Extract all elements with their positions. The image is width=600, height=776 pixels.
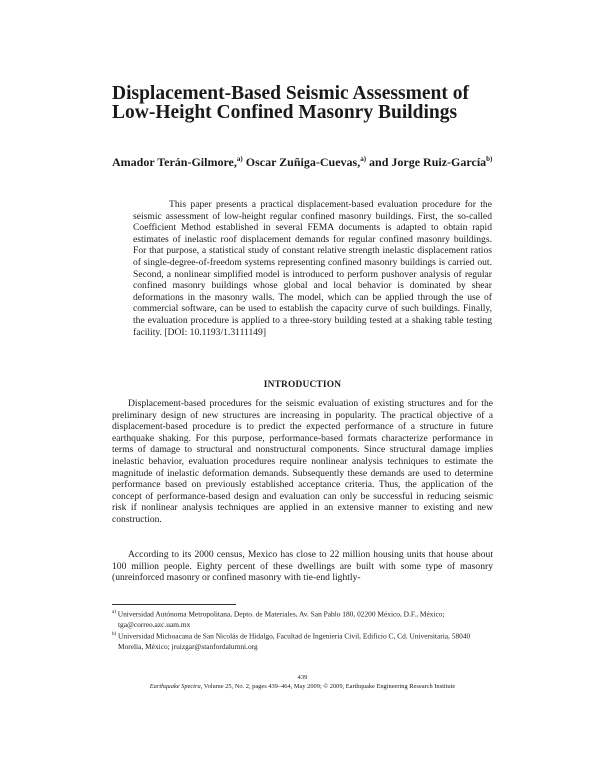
footnote-divider [112, 604, 236, 605]
body-paragraph: According to its 2000 census, Mexico has close to 22 million housing units that house about 100 million people. Eighty percent of these dwellings are built with some type of masonry (unreinforced masonry or confined masonry with tie-end lightly- [112, 549, 493, 584]
body-paragraph: Displacement-based procedures for the seismic evaluation of existing structures and for the preliminary design of new structures are increasing in popularity. The practical objective of a displacement-based procedure is to predict the expected performance of a structure in future earthquake shaking. For this purpose, performance-based formats characterize performance in terms of damage to structural and nonstructural components. Since structural damage implies inelastic behavior, evaluation procedures require nonlinear analysis techniques to estimate the magnitude of inelastic deformation demands. Subsequently these demands are used to determine performance based on previously established acceptance criteria. Thus, the application of the concept of performance-based design and evaluation can only be successful in reducing seismic risk if nonlinear analysis techniques are applied in an extensive manner to existing and new construction. [112, 398, 493, 525]
author-list [112, 155, 532, 170]
footnote-text: Universidad Autónoma Metropolitana, Depto. de Materiales, Av. San Pablo 180, 02200 México, D.F., México; tga@correo.azc.uam.mx [117, 609, 445, 629]
author-affiliation-mark: b) [486, 155, 493, 163]
citation-details: Volume 25, No. 2, pages 439–464, May 2009; © 2009, Earthquake Engineering Research Institute [203, 683, 456, 690]
author-name: and Jorge Ruiz-García [369, 155, 487, 169]
page-number: 439 [297, 674, 308, 681]
author-affiliation-mark: a) [360, 155, 367, 163]
footnote-mark: a) [112, 610, 116, 615]
section-heading-introduction: INTRODUCTION [263, 380, 342, 390]
abstract: This paper presents a practical displacement-based evaluation procedure for the seismic assessment of low-height regular confined masonry buildings. First, the so-called Coefficient Method established in several FEMA documents is adapted to obtain rapid estimates of inelastic roof displacement demands for regular confined masonry buildings. For that purpose, a statistical study of constant relative strength inelastic displacement ratios of single-degree-of-freedom systems representing confined masonry buildings is carried out. Second, a nonlinear simplified model is introduced to perform pushover analysis of regular confined masonry buildings whose global and local behavior is dominated by shear deformations in the masonry walls. The model, which can be applied through the use of commercial software, can be used to establish the capacity curve of such buildings. Finally, the evaluation procedure is applied to a three-story building tested at a shaking table testing facility. [DOI: 10.1193/1.3111149] [133, 199, 492, 338]
footnote-affiliation-b [112, 630, 493, 652]
paper-title: Displacement-Based Seismic Assessment of Low-Height Confined Masonry Buildings [112, 83, 469, 123]
journal-name: Earthquake Spectra, [149, 683, 203, 690]
footnote-affiliation-a [112, 608, 493, 630]
author-name: Amador Terán-Gilmore, [112, 155, 237, 169]
author-affiliation-mark: a) [236, 155, 243, 163]
footnote-mark: b) [112, 632, 117, 637]
journal-citation [112, 683, 493, 690]
footnote-text: Universidad Michoacana de San Nicolás de Hidalgo, Facultad de Ingeniería Civil, Edificio C, Cd. Universitaria, 58040 Morelia, México; jruizgar@stanfordalumni.org [118, 631, 471, 651]
author-name: Oscar Zuñiga-Cuevas, [245, 155, 361, 169]
